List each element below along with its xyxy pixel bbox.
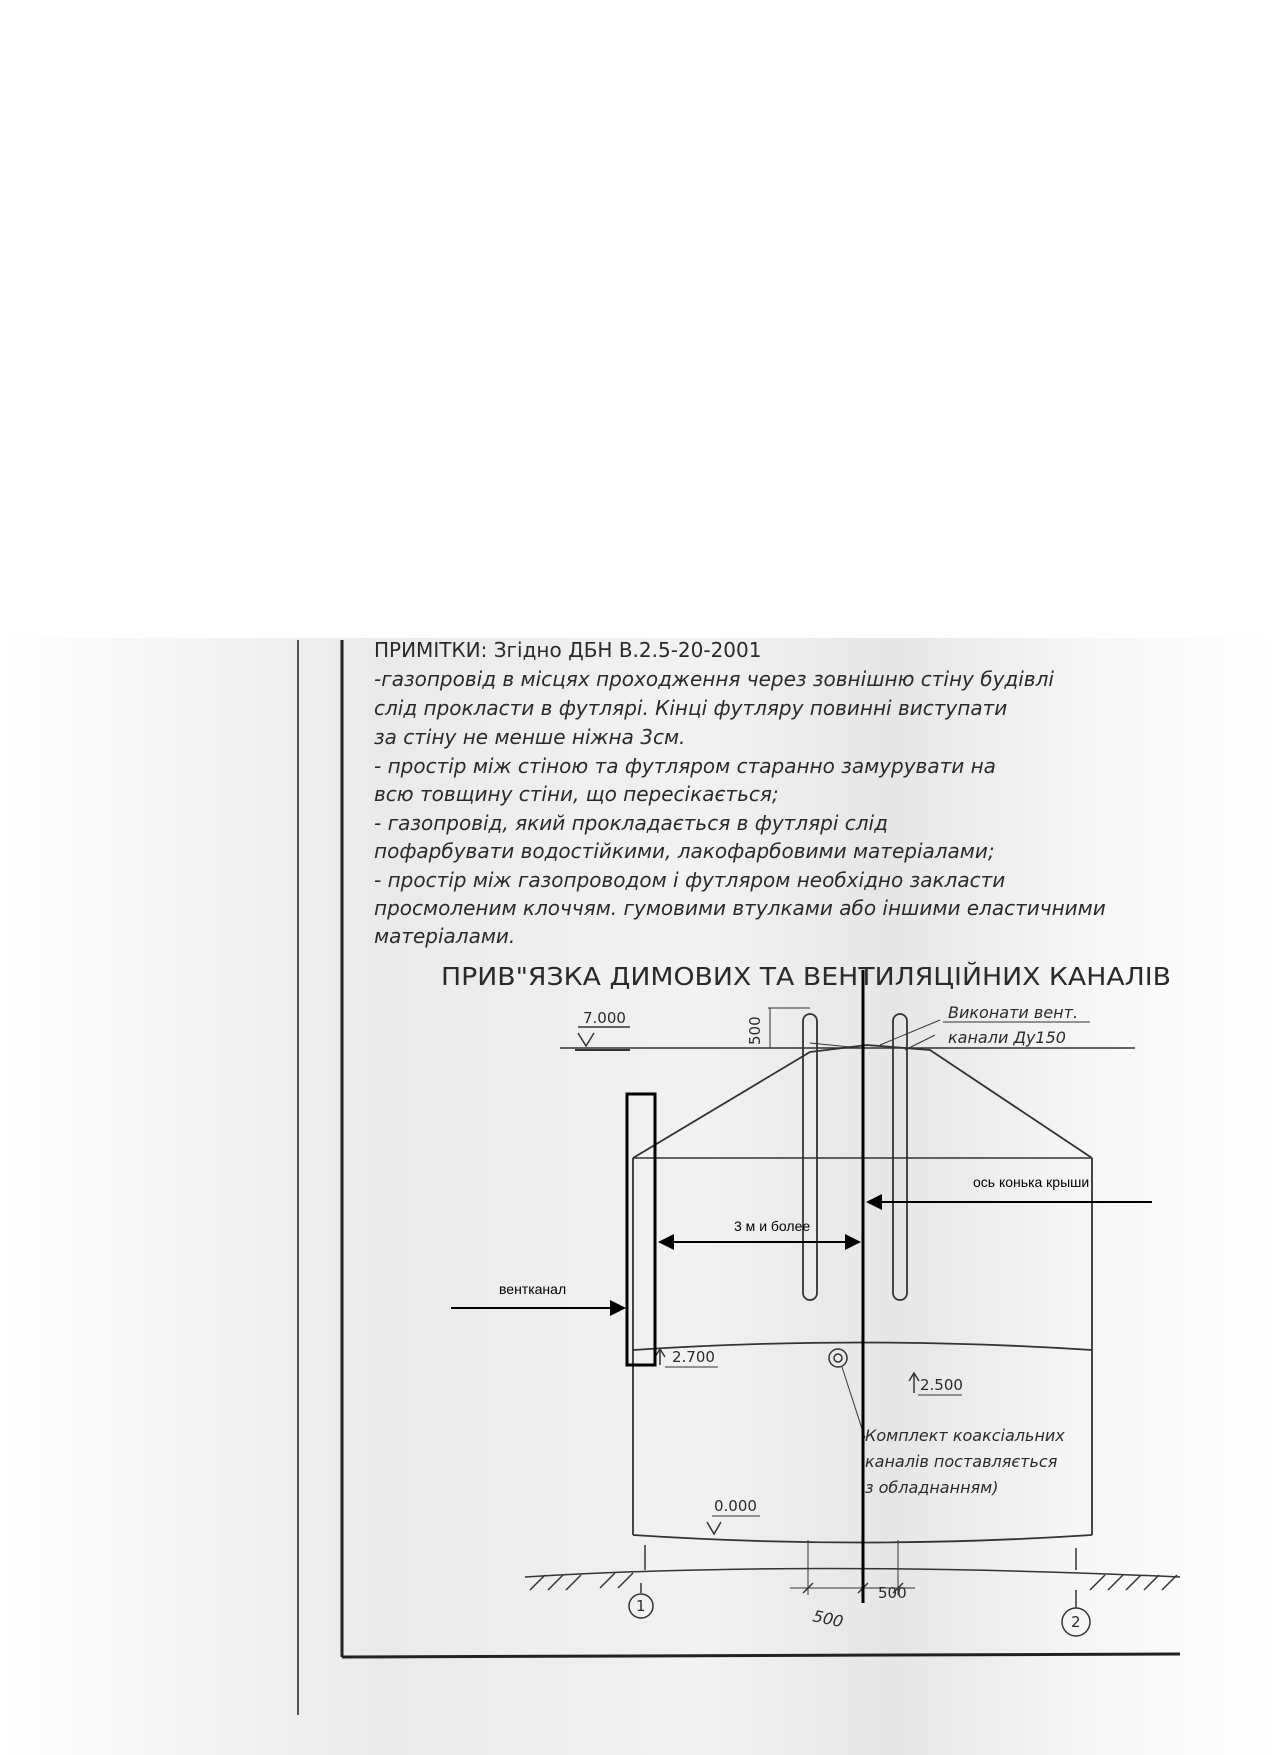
level-7000-label: 7.000 bbox=[583, 1009, 626, 1027]
vent-channel-annotation: вентканал bbox=[499, 1281, 567, 1297]
ridge-axis-annotation: ось конька крыши bbox=[973, 1174, 1090, 1190]
level-7000-arrow bbox=[578, 1033, 594, 1046]
level-2500-label: 2.500 bbox=[920, 1376, 963, 1394]
ground-hatch-left bbox=[530, 1573, 633, 1590]
notes-line: матеріалами. bbox=[374, 924, 516, 948]
drawing-title: ПРИВ"ЯЗКА ДИМОВИХ ТА ВЕНТИЛЯЦІЙНИХ КАНАЛІВ bbox=[441, 962, 1171, 991]
notes-line: пофарбувати водостійкими, лакофарбовими матеріалами; bbox=[374, 839, 995, 863]
vent-channel-box bbox=[627, 1094, 655, 1365]
dim-500-vertical: 500 bbox=[746, 1016, 764, 1045]
vent-note-line2: канали Ду150 bbox=[948, 1028, 1066, 1047]
vent-channel-arrow-head bbox=[610, 1300, 626, 1316]
distance-arrow-head-left bbox=[658, 1234, 674, 1250]
notes-line: за стіну не менше ніжна 3см. bbox=[374, 725, 686, 749]
vent-note-leader-2 bbox=[880, 1020, 940, 1045]
dim-500-bottom-b: 500 bbox=[878, 1584, 907, 1602]
coax-note-line3: з обладнанням) bbox=[865, 1478, 999, 1497]
axis-1-label: 1 bbox=[636, 1597, 646, 1615]
vent-pipe-left bbox=[803, 1014, 817, 1300]
notes-line: - простір між стіною та футляром старанно замурувати на bbox=[374, 754, 996, 778]
coax-note-line1: Комплект коаксіальних bbox=[865, 1426, 1065, 1445]
axis-2-label: 2 bbox=[1071, 1613, 1081, 1631]
notes-line: просмоленим клоччям. гумовими втулками або іншими еластичними bbox=[374, 896, 1106, 920]
distance-annotation: 3 м и более bbox=[734, 1218, 811, 1234]
level-2700-label: 2.700 bbox=[672, 1348, 715, 1366]
notes-heading: ПРИМІТКИ: Згідно ДБН В.2.5-20-2001 bbox=[374, 638, 762, 662]
notes-line: -газопровід в місцях проходження через зовнішню стіну будівлі bbox=[374, 667, 1054, 691]
notes-line: слід прокласти в футлярі. Кінці футляру повинні виступати bbox=[374, 696, 1008, 720]
dim-500-bottom-a: 500 bbox=[811, 1606, 845, 1632]
coax-note-line2: каналів поставляється bbox=[865, 1452, 1058, 1471]
notes-line: - газопровід, який прокладається в футлярі слід bbox=[374, 811, 888, 835]
vent-pipe-right bbox=[893, 1014, 907, 1300]
coax-outlet-outer bbox=[829, 1349, 847, 1367]
notes-line: - простір між газопроводом і футляром необхідно закласти bbox=[374, 868, 1006, 892]
ridge-arrow-head bbox=[866, 1194, 882, 1210]
level-0-label: 0.000 bbox=[714, 1497, 757, 1515]
distance-arrow-head-right bbox=[845, 1234, 861, 1250]
notes-line: всю товщину стіни, що пересікається; bbox=[374, 782, 779, 806]
coax-outlet-inner bbox=[834, 1354, 842, 1362]
frame-bottom-line bbox=[342, 1654, 1180, 1657]
ground-hatch-right bbox=[1090, 1575, 1177, 1590]
level-0-arrow bbox=[707, 1522, 721, 1534]
vent-note-line1: Виконати вент. bbox=[948, 1003, 1079, 1022]
ground-line bbox=[525, 1569, 1180, 1578]
